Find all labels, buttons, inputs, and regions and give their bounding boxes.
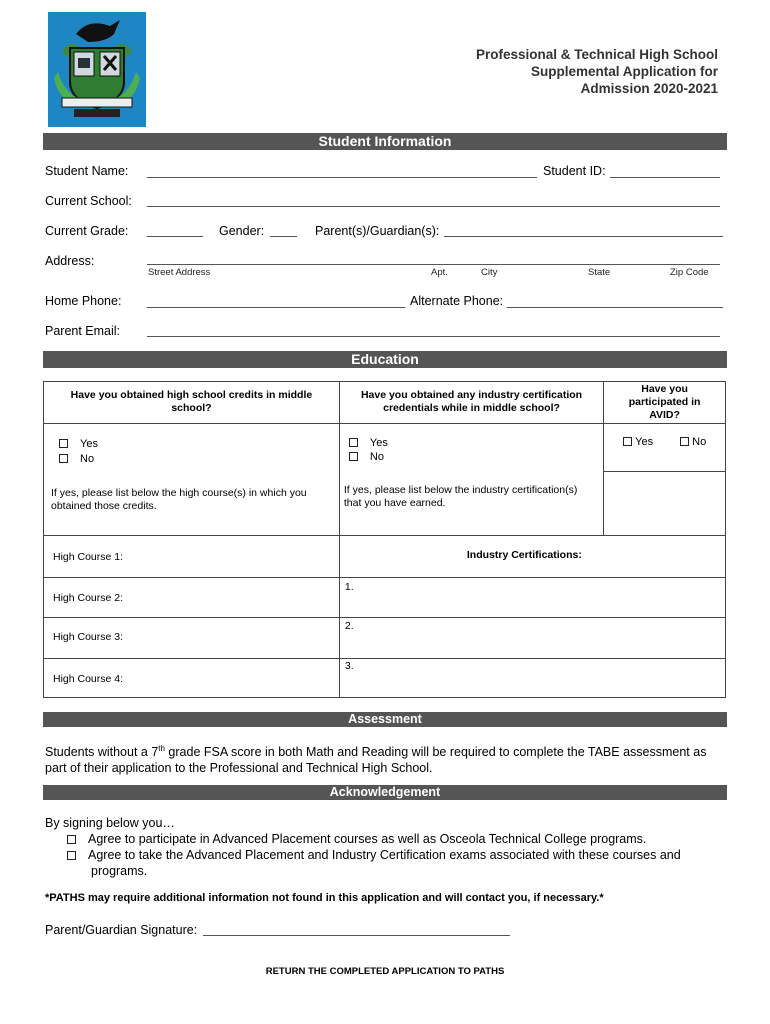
q1-question: Have you obtained high school credits in middle school? — [70, 389, 313, 414]
q3-no-option[interactable] — [680, 436, 706, 448]
current-grade-label: Current Grade: — [45, 224, 129, 238]
checkbox-icon[interactable] — [623, 437, 632, 446]
address-street-sublabel: Street Address — [148, 267, 211, 278]
gender-field[interactable] — [270, 236, 297, 237]
acknowledgement-intro: By signing below you… — [45, 816, 175, 830]
parent-email-label: Parent Email: — [45, 324, 121, 338]
certs-heading-cell — [339, 536, 725, 578]
q2-yes-option[interactable] — [349, 436, 603, 450]
course-3-label: High Course 3: — [53, 631, 124, 643]
form-title — [476, 46, 718, 97]
form-title-line-3: Admission 2020-2021 — [580, 81, 718, 96]
alt-phone-label: Alternate Phone: — [410, 294, 504, 308]
acknowledgement-item-2 — [67, 847, 707, 879]
checkbox-icon[interactable] — [349, 438, 358, 447]
checkbox-icon[interactable] — [349, 452, 358, 461]
return-instructions: RETURN THE COMPLETED APPLICATION TO PATHS — [265, 966, 505, 977]
assessment-text-sup: th — [158, 744, 165, 753]
home-phone-field[interactable] — [147, 307, 405, 308]
q2-header-cell — [339, 382, 603, 424]
checkbox-icon[interactable] — [67, 851, 76, 860]
certs-heading: Industry Certifications: — [466, 549, 582, 561]
course-2-cell[interactable] — [44, 578, 340, 618]
student-id-field[interactable] — [610, 177, 720, 178]
education-heading: Education — [43, 351, 727, 368]
school-logo — [48, 12, 146, 127]
signature-label: Parent/Guardian Signature: — [45, 923, 198, 937]
course-4-label: High Course 4: — [53, 673, 124, 685]
q3-answer-cell — [604, 424, 726, 536]
acknowledgement-heading: Acknowledgement — [43, 785, 727, 800]
address-state-sublabel: State — [588, 267, 611, 278]
form-title-line-1: Professional & Technical High School — [475, 47, 718, 62]
acknowledgement-item-2-text: Agree to take the Advanced Placement and Industry Certification exams associated with these courses and programs. — [88, 848, 681, 878]
parents-field[interactable] — [444, 236, 723, 237]
checkbox-icon[interactable] — [59, 454, 68, 463]
course-2-label: High Course 2: — [53, 592, 124, 604]
course-1-label: High Course 1: — [53, 551, 124, 563]
student-name-field[interactable] — [147, 177, 537, 178]
address-city-sublabel: City — [481, 267, 498, 278]
q3-yes-label: Yes — [635, 436, 654, 448]
parent-email-field[interactable] — [147, 336, 720, 337]
paths-note: *PATHS may require additional information not found in this application and will contact you, if necessary.* — [45, 892, 604, 904]
acknowledgement-item-1 — [67, 831, 707, 847]
course-4-cell[interactable] — [44, 659, 340, 698]
q3-no-label: No — [692, 436, 707, 448]
q1-no-option[interactable] — [59, 452, 339, 467]
school-crest-icon — [48, 12, 146, 127]
address-apt-sublabel: Apt. — [431, 267, 448, 278]
alt-phone-field[interactable] — [507, 307, 723, 308]
cert-3-label: 3. — [344, 660, 354, 672]
q1-yes-option[interactable] — [59, 437, 339, 452]
course-1-cell[interactable] — [44, 536, 340, 578]
checkbox-icon[interactable] — [59, 439, 68, 448]
q1-answer-cell — [44, 424, 340, 536]
signature-field[interactable] — [203, 935, 510, 936]
cert-2-label: 2. — [344, 620, 354, 632]
address-zip-sublabel: Zip Code — [670, 267, 709, 278]
home-phone-label: Home Phone: — [45, 294, 122, 308]
q2-followup: If yes, please list below the industry certification(s) that you have earned. — [343, 484, 578, 509]
address-field[interactable] — [147, 264, 720, 265]
assessment-text-start: Students without a 7 — [45, 745, 159, 760]
q2-no-label: No — [369, 451, 384, 463]
parents-label: Parent(s)/Guardian(s): — [315, 224, 440, 238]
q1-followup: If yes, please list below the high course(s) in which you obtained those credits. — [51, 487, 307, 512]
cert-1-cell[interactable] — [339, 578, 725, 618]
q2-yes-label: Yes — [369, 437, 388, 449]
cert-1-label: 1. — [344, 581, 354, 593]
checkbox-icon[interactable] — [680, 437, 689, 446]
q2-answer-cell — [339, 424, 603, 536]
q1-header-cell — [44, 382, 340, 424]
course-3-cell[interactable] — [44, 618, 340, 659]
student-id-label: Student ID: — [543, 164, 606, 178]
education-table — [43, 381, 726, 698]
q1-no-label: No — [80, 453, 95, 465]
assessment-text — [45, 741, 725, 776]
q3-yes-option[interactable] — [623, 436, 653, 448]
acknowledgement-item-1-text: Agree to participate in Advanced Placement courses as well as Osceola Technical College programs. — [88, 832, 647, 846]
gender-label: Gender: — [219, 224, 265, 238]
student-name-label: Student Name: — [45, 164, 129, 178]
current-grade-field[interactable] — [147, 236, 203, 237]
cert-3-cell[interactable] — [339, 659, 725, 698]
address-label: Address: — [45, 254, 95, 268]
current-school-field[interactable] — [147, 206, 720, 207]
student-info-heading: Student Information — [43, 133, 727, 150]
q2-question: Have you obtained any industry certification credentials while in middle school? — [360, 389, 583, 414]
form-title-line-2: Supplemental Application for — [530, 64, 718, 79]
checkbox-icon[interactable] — [67, 835, 76, 844]
q2-no-option[interactable] — [349, 450, 603, 464]
assessment-heading: Assessment — [43, 712, 727, 727]
q1-yes-label: Yes — [80, 438, 98, 450]
current-school-label: Current School: — [45, 194, 132, 208]
assessment-text-end: grade FSA score in both Math and Reading will be required to complete the TABE assessment as part of their application to the Professional and Technical High School. — [45, 745, 707, 776]
cert-2-cell[interactable] — [339, 618, 725, 659]
q3-header-cell — [604, 382, 726, 424]
q3-question: Have you participated in AVID? — [628, 383, 701, 421]
